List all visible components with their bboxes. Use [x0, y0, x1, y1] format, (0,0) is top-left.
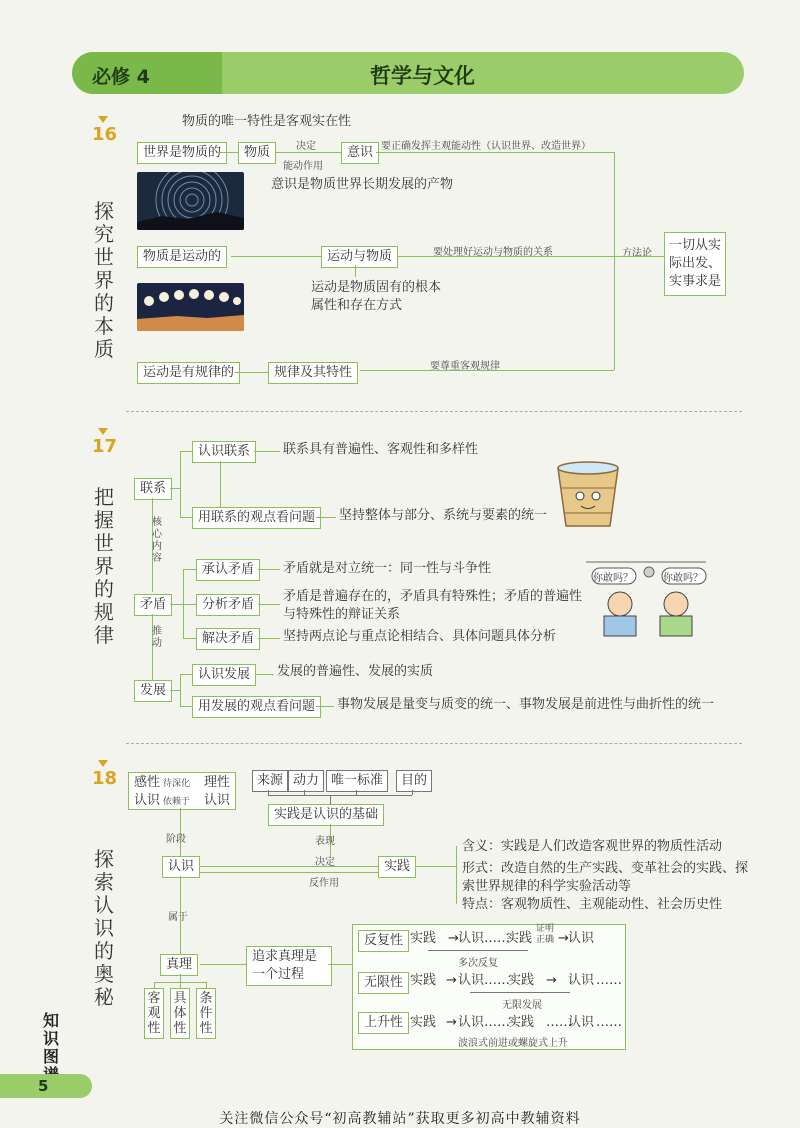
know-connection-box: 认识联系 — [192, 441, 256, 463]
practice-box: 实践 — [378, 856, 416, 878]
admit-contradiction-desc: 矛盾就是对立统一：同一性与斗争性 — [283, 561, 492, 576]
reaction-label: 反作用 — [309, 878, 339, 889]
rising-box: 上升性 — [358, 1012, 409, 1034]
section-number: 17 — [92, 436, 118, 457]
conditionality-box: 条件性 — [196, 988, 216, 1039]
use-connection-box: 用联系的观点看问题 — [192, 507, 321, 529]
section-marker-icon — [98, 760, 108, 767]
connection-desc: 联系具有普遍性、客观性和多样性 — [283, 442, 479, 457]
respect-law-text: 要尊重客观规律 — [430, 361, 500, 372]
only-standard-box: 唯一标准 — [326, 770, 388, 792]
rising-cognition-2: 认识 — [568, 1015, 595, 1030]
seek-truth-box: 一切从实际出发、实事求是 — [664, 232, 726, 296]
perceptual-cognition-text: 感性认识 — [134, 775, 161, 808]
spiral-label: 波浪式前进或螺旋式上升 — [458, 1038, 568, 1049]
belongs-label: 属于 — [168, 912, 188, 923]
infinite-dev-label: 无限发展 — [502, 1000, 542, 1011]
footer-note: 关注微信公众号“初高教辅站”获取更多初高中教辅资料 — [219, 1111, 581, 1127]
solve-contradiction-desc: 坚持两点论与重点论相结合、具体问题具体分析 — [283, 629, 557, 644]
cognition-box: 认识 — [162, 856, 200, 878]
practice-basis-box: 实践是认识的基础 — [268, 804, 384, 826]
unique-property-text: 物质的唯一特性是客观实在性 — [182, 114, 352, 129]
contradiction-box: 矛盾 — [134, 594, 172, 616]
section-number: 18 — [92, 768, 118, 789]
section-number: 16 — [92, 124, 118, 145]
use-connection-desc: 坚持整体与部分、系统与要素的统一 — [339, 508, 548, 523]
speech-bubble-left: 你敢吗？ — [593, 573, 633, 584]
knowledge-map-side-label: 知识图 — [42, 1011, 59, 1066]
push-label: 推动 — [152, 626, 162, 649]
deepen-label: 待深化 — [163, 779, 191, 789]
section-marker-icon — [98, 116, 108, 123]
goal-box: 目的 — [396, 770, 432, 792]
know-development-box: 认识发展 — [192, 664, 256, 686]
repeat-practice-1: 实践 — [410, 931, 437, 946]
solve-contradiction-box: 解决矛盾 — [196, 628, 260, 650]
stage-label: 阶段 — [166, 834, 186, 845]
use-development-box: 用发展的观点看问题 — [192, 696, 321, 718]
infinite-practice-2: 实践 — [508, 973, 535, 988]
star-trail-image — [137, 172, 244, 230]
wooden-bucket-illustration — [548, 458, 628, 530]
methodology-label: 方法论 — [622, 248, 652, 259]
decides-label: 决定 — [296, 141, 316, 152]
repeat-practice-2: 实践 — [506, 931, 533, 946]
law-features-box: 规律及其特性 — [268, 362, 358, 384]
section-title: 探究世界的本质 — [94, 199, 114, 361]
manifest-label: 表现 — [315, 836, 335, 847]
rising-practice-1: 实践 — [410, 1015, 437, 1030]
handle-relation-text: 要处理好运动与物质的关系 — [433, 247, 553, 258]
rising-cognition-1: 认识 — [458, 1015, 485, 1030]
module-label: 必修 4 — [92, 66, 150, 88]
repeat-many-label: 多次反复 — [458, 958, 498, 969]
infinite-practice-1: 实践 — [410, 973, 437, 988]
world-is-material-box: 世界是物质的 — [137, 142, 227, 164]
motion-has-law-box: 运动是有规律的 — [137, 362, 240, 384]
rational-cognition-text: 理性认识 — [204, 775, 231, 808]
practice-forms: 形式：改造自然的生产实践、变革社会的实践、探索世界规律的科学实验活动等 — [462, 861, 749, 894]
analyze-contradiction-desc: 矛盾是普遍存在的，矛盾具有特殊性；矛盾的普遍性与特殊性的辩证关系 — [283, 589, 583, 622]
section-title: 探索认识的奥秘 — [94, 847, 114, 1009]
development-box: 发展 — [134, 680, 172, 702]
matter-moving-box: 物质是运动的 — [137, 246, 227, 268]
matter-box: 物质 — [238, 142, 276, 164]
depend-label: 依赖于 — [163, 797, 191, 807]
source-box: 来源 — [252, 770, 288, 792]
verify-label: 证明正确 — [536, 924, 555, 945]
infinite-cognition-1: 认识 — [458, 973, 485, 988]
practice-meaning: 含义：实践是人们改造客观世界的物质性活动 — [462, 839, 723, 854]
motion-attribute-text: 运动是物质固有的根本属性和存在方式 — [311, 280, 442, 313]
repeat-cognition-2: 认识 — [568, 931, 595, 946]
core-content-label: 核心内容 — [152, 517, 162, 564]
page-title: 哲学与文化 — [370, 64, 475, 88]
infinite-cognition-2: 认识 — [568, 973, 595, 988]
speech-bubble-right: 你敢吗？ — [663, 573, 703, 584]
use-development-desc: 事物发展是量变与质变的统一、事物发展是前进性与曲折性的统一 — [337, 697, 715, 712]
concreteness-box: 具体性 — [170, 988, 190, 1039]
motion-and-matter-box: 运动与物质 — [321, 246, 398, 268]
power-box: 动力 — [288, 770, 324, 792]
consciousness-product-text: 意识是物质世界长期发展的产物 — [271, 177, 454, 192]
objectivity-box: 客观性 — [144, 988, 164, 1039]
connection-box: 联系 — [134, 478, 172, 500]
moon-phases-image — [137, 283, 244, 331]
consciousness-box: 意识 — [341, 142, 379, 164]
active-role-label: 能动作用 — [283, 161, 323, 172]
page-number: 5 — [38, 1077, 49, 1095]
repeat-cognition-1: 认识 — [458, 931, 485, 946]
section-marker-icon — [98, 428, 108, 435]
analyze-contradiction-box: 分析矛盾 — [196, 594, 260, 616]
section-title: 把握世界的规律 — [94, 485, 114, 647]
repetitiveness-box: 反复性 — [358, 930, 409, 952]
know-development-desc: 发展的普遍性、发展的实质 — [277, 664, 434, 679]
infiniteness-box: 无限性 — [358, 972, 409, 994]
truth-box: 真理 — [160, 954, 198, 976]
practice-features: 特点：客观物质性、主观能动性、社会历史性 — [462, 897, 723, 912]
rising-practice-2: 实践 — [508, 1015, 535, 1030]
admit-contradiction-box: 承认矛盾 — [196, 559, 260, 581]
decides-label-18: 决定 — [315, 857, 335, 868]
truth-pursuit-box: 追求真理是一个过程 — [246, 946, 332, 986]
initiative-text: 要正确发挥主观能动性（认识世界、改造世界） — [381, 141, 591, 152]
